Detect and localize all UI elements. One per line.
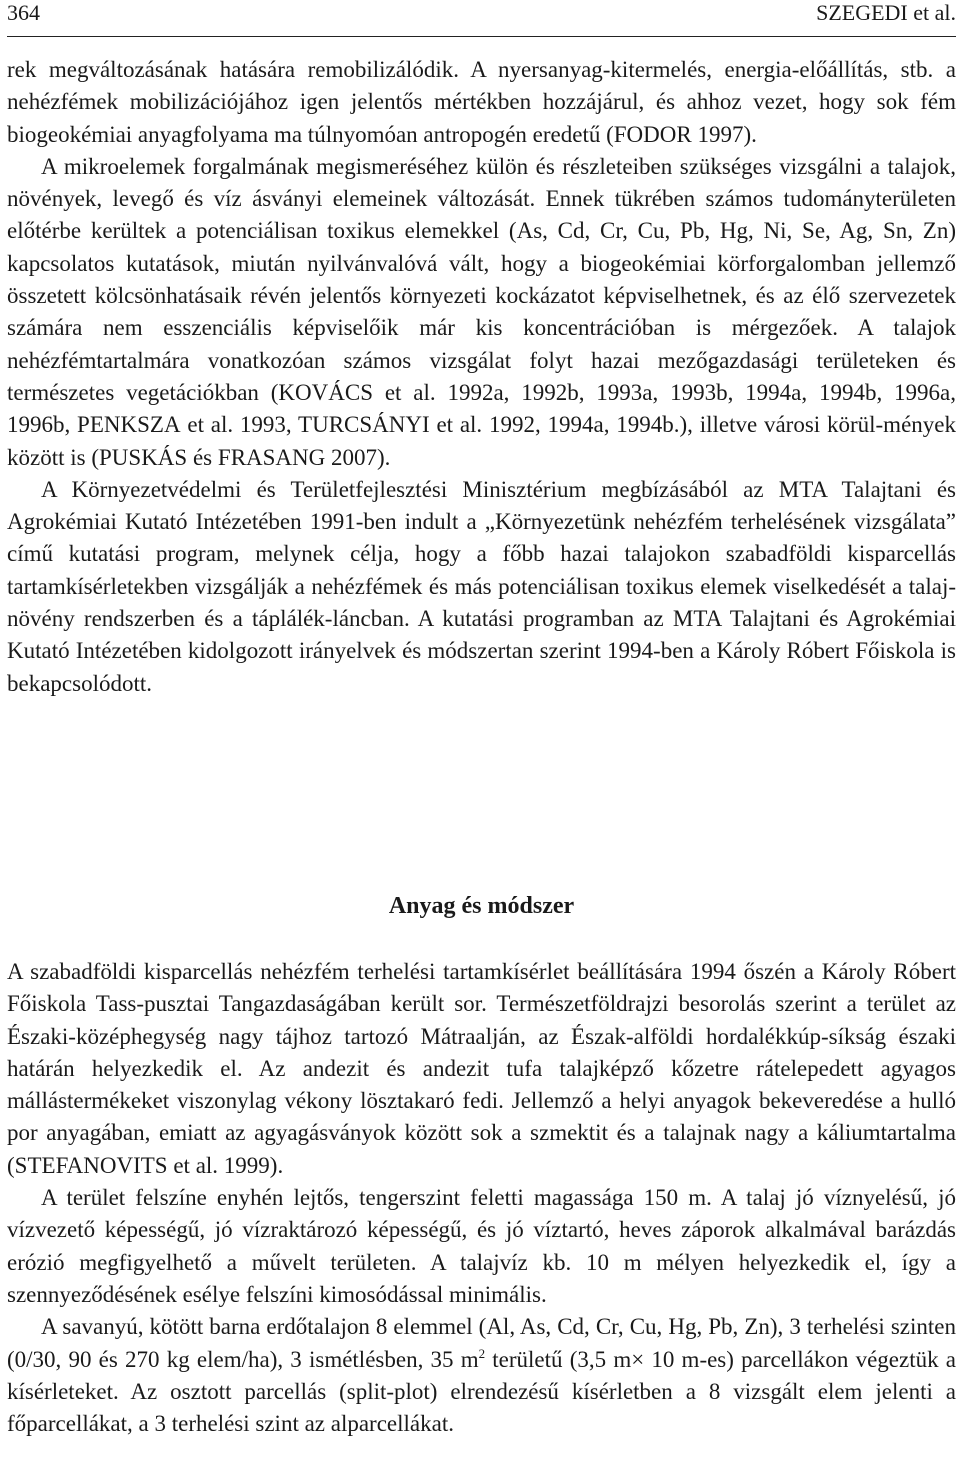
para2-text-b: et al. 1992a, 1992b, 1993a, 1993b, 1994a, 1994b, 1996a, 1996b, bbox=[7, 379, 956, 438]
paragraph-3: A Környezetvédelmi és Területfejlesztési Minisztérium megbízásából az MTA Talajtani és Agrokémiai Kutató Intézetében 1991-ben indult a „Környezetünk nehézfém terhelésének vizsgálata” című kutatási program, melynek célja, hogy a főbb hazai talajokon szabadföldi kisparcellás tartamkísérletekben vizsgálják a nehézfémek és más potenciálisan toxikus elemek viselkedését a talaj-növény rendszerben és a táplálék-láncban. A kutatási programban az MTA Talajtani és Agrokémiai Kutató Intézetében kidolgozott irányelvek és módszertan szerint 1994-ben a Károly Róbert Főiskola is bekapcsolódott. bbox=[7, 476, 956, 696]
para2-text-e: és bbox=[187, 444, 218, 470]
running-head-first: S bbox=[816, 0, 829, 25]
para6-text-a: A savanyú, kötött barna erdőtalajon 8 elemmel (Al, As, Cd, Cr, Cu, Hg, Pb, Zn), 3 terhelési szinten (0/30, 90 és 270 kg elem/ha), 3 ismétlésben, 35 m bbox=[7, 1314, 956, 1372]
citation-fodor-first: F bbox=[613, 121, 627, 147]
paragraph-2 bbox=[7, 151, 956, 474]
paragraph-4 bbox=[7, 956, 956, 1182]
para1-text-b: 1997). bbox=[691, 121, 757, 147]
citation-puskas-small: USKÁS bbox=[111, 444, 188, 470]
page-header bbox=[7, 0, 956, 37]
para2-text-a: A mikroelemek forgalmának megismeréséhez külön és részleteiben szükséges vizsgálni a talajok, növények, levegő és víz ásványi elemeinek változását. Ennek tükrében számos tudományterületen előtérbe kerültek a potenciálisan toxikus elemekkel (As, Cd, Cr, Cu, Pb, Hg, Ni, Se, Ag, Sn, Zn) kapcsolatos kutatások, miután nyilvánvalóvá vált, hogy a biogeokémiai körforgalomban jellemző összetett kölcsönhatásaik révén jelentős környezeti kockázatot képviselhetnek, és az élő szervezetek számára nem esszenciális képviselőik már kis koncentrációban is mérgezőek. A talajok nehézfémtartalmára vonatkozóan számos vizsgálat folyt hazai mezőgazdasági területeken és természetes vegetációkban ( bbox=[7, 153, 956, 405]
citation-frasang-small: RASANG bbox=[230, 444, 326, 470]
para4-text-b: et al. 1999). bbox=[167, 1152, 284, 1178]
paragraph-5: A terület felszíne enyhén lejtős, tengerszint feletti magassága 150 m. A talaj jó víznyelésű, jó vízvezető képességű, jó vízraktározó képességű, és jó víztartó, heves záporok alkalmával barázdás erózió megfigyelhető a művelt területen. A talajvíz kb. 10 m mélyen helyezkedik el, így a szennyeződésének esélye felszíni kimosódással minimális. bbox=[7, 1185, 956, 1307]
citation-penksza-small: ENKSZA bbox=[89, 412, 181, 438]
document-page bbox=[7, 0, 956, 1437]
para2-text-f: 2007). bbox=[325, 444, 391, 470]
body-text bbox=[7, 54, 956, 700]
running-head-small: ZEGEDI bbox=[828, 0, 908, 25]
paragraph-1 bbox=[7, 54, 956, 151]
citation-stefanovits-first: S bbox=[14, 1152, 28, 1178]
para6-text-b: területű (3,5 m× 10 m-es) parcellákon végeztük a kísérleteket. Az osztott parcellás (split-plot) elrendezésű kísérletben a 8 vizsgált elem jelenti a főparcellákat, a 3 terhelési szint az alparcellákat. bbox=[7, 1346, 956, 1437]
citation-turcsanyi-first: T bbox=[298, 412, 313, 438]
para4-text-a: A szabadföldi kisparcellás nehézfém terhelési tartamkísérlet beállítására 1994 őszén a Károly Róbert Főiskola Tass-pusztai Tangazdaságában került sor. Természetföldrajzi besorolás szerint a terület az Északi-középhegység nagy tájhoz tartozó Mátraalján, az Észak-alföldi hordalékkúp-síkság északi határán helyezkedik el. Az andezit és andezit tufa talajképző kőzetre rátelepedett agyagos mállástermékeket viszonylag vékony lösztakaró fedi. Jellemző a helyi anyagok bekeveredése a hulló por anyagában, emiatt az agyagásványok között sok a szmektit és a talajnak nagy a káliumtartalma ( bbox=[7, 959, 956, 1178]
section-body bbox=[7, 956, 956, 1440]
para2-text-d: et al. 1992, 1994a, 1994b.), illetve városi körül-mények között is ( bbox=[7, 412, 956, 470]
citation-frasang-first: F bbox=[217, 444, 231, 470]
citation-puskas-first: P bbox=[99, 444, 112, 470]
citation-kovacs-first: K bbox=[278, 379, 296, 405]
page-number: 364 bbox=[7, 0, 40, 25]
paragraph-6 bbox=[7, 1311, 956, 1440]
citation-stefanovits-small: TEFANOVITS bbox=[27, 1152, 168, 1178]
citation-kovacs-small: OVÁCS bbox=[295, 379, 374, 405]
para1-text-a: rek megváltozásának hatására remobilizálódik. A nyersanyag-kitermelés, energia-előállítás, stb. a nehézfémek mobilizációjához igen jelentős mértékben hozzájárul, és ahhoz vezet, hogy sok fém biogeokémiai anyagfolyama ma túlnyomóan antropogén eredetű ( bbox=[7, 57, 956, 147]
citation-penksza-first: P bbox=[77, 412, 90, 438]
citation-turcsanyi-small: URCSÁNYI bbox=[312, 412, 430, 438]
superscript-2: 2 bbox=[478, 1345, 486, 1361]
running-head-suffix: et al. bbox=[907, 0, 956, 25]
running-head bbox=[816, 0, 956, 26]
citation-fodor-small: ODOR bbox=[626, 121, 692, 147]
para2-text-c: et al. 1993, bbox=[180, 412, 299, 438]
section-heading: Anyag és módszer bbox=[388, 893, 575, 919]
